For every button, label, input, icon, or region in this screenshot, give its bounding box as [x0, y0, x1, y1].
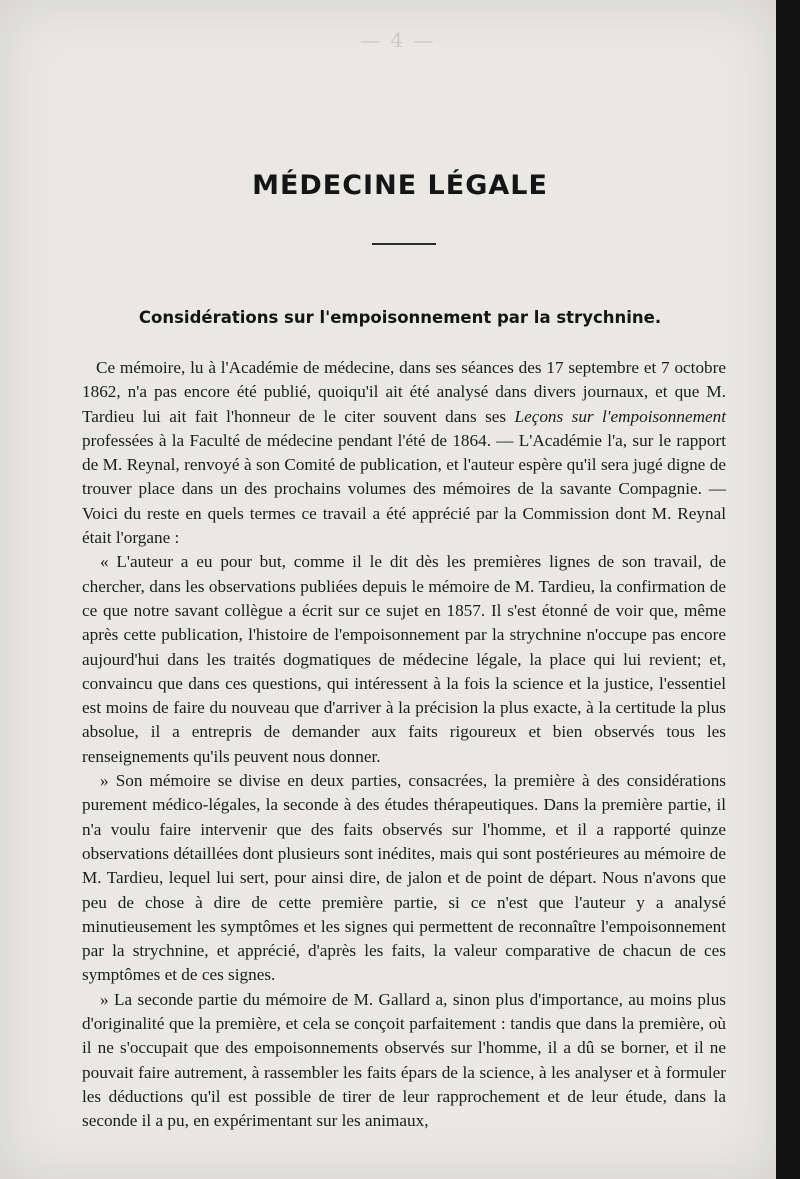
page-title: MÉDECINE LÉGALE: [252, 170, 548, 201]
article-body: [82, 356, 726, 1134]
paragraph-4: » La seconde partie du mémoire de M. Gallard a, sinon plus d'importance, au moins plus d'originalité que la première, et cela se conçoit parfaitement : tandis que dans la première, où il ne s'occupait que des empoisonnements observés sur l'homme, il a dû se borner, et il ne pouvait faire autrement, à rassembler les faits épars de la science, à les analyser et à formuler les déductions qu'il est possible de tirer de leur rapprochement et de leur étude, dans la seconde il a pu, en expérimentant sur les animaux,: [82, 989, 726, 1131]
paragraph-1-text-end: professées à la Faculté de médecine pendant l'été de 1864. — L'Académie l'a, sur le rapport de M. Reynal, renvoyé à son Comité de publication, et l'auteur espère qu'il sera jugé digne de trouver place dans un des prochains volumes des mémoires de la savante Compagnie. — Voici du reste en quels termes ce travail a été apprécié par la Commission dont M. Reynal était l'organe :: [82, 430, 726, 548]
paragraph-1-text-start: Ce mémoire, lu à l'Académie de médecine, dans ses séances des 17 septembre et 7 octobre 1862, n'a pas encore été publié, quoiqu'il ait été analysé dans divers journaux, et que M. Tardieu lui ait fait l'honneur de le citer souvent dans ses: [82, 358, 726, 426]
book-title-emphasis: Leçons sur l'empoisonnement: [514, 406, 726, 426]
paragraph-2: « L'auteur a eu pour but, comme il le dit dès les premières lignes de son travail, de chercher, dans les observations publiées depuis le mémoire de M. Tardieu, la confirmation de ce que notre savant collègue a écrit sur ce sujet en 1857. Il s'est étonné de voir que, même après cette publication, l'histoire de l'empoisonnement par la strychnine n'occupe pas encore aujourd'hui dans les traités dogmatiques de médecine légale, la place qui lui revient; et, convaincu que dans ces questions, qui intéressent à la fois la science et la justice, l'essentiel est moins de faire du nouveau que d'arriver à la précision la plus exacte, à la certitude la plus absolue, il a entrepris de demander aux faits rigoureux et bien observés tous les renseignements qu'ils peuvent nous donner.: [82, 552, 726, 766]
scan-dark-edge: [776, 0, 800, 1179]
paragraph-1: [82, 356, 726, 550]
title-rule-divider: [372, 243, 436, 245]
paragraph-3: » Son mémoire se divise en deux parties, consacrées, la première à des considérations purement médico-légales, la seconde à des études thérapeutiques. Dans la première partie, il n'a voulu faire intervenir que des faits observés sur l'homme, et il a rapporté quinze observations détaillées dont plusieurs sont inédites, mais qui sont postérieures au mémoire de M. Tardieu, lequel lui sert, pour ainsi dire, de jalon et de point de départ. Nous n'avons que peu de chose à dire de cette première partie, si ce n'est que l'auteur y a analysé minutieusement les symptômes et les signes qui permettent de reconnaître l'empoisonnement par la strychnine, et apprécié, d'après les faits, la valeur comparative de chacun de ces symptômes et de ces signes.: [82, 771, 726, 985]
page-number: — 4 —: [360, 28, 436, 52]
article-subtitle: Considérations sur l'empoisonnement par la strychnine.: [138, 308, 662, 327]
